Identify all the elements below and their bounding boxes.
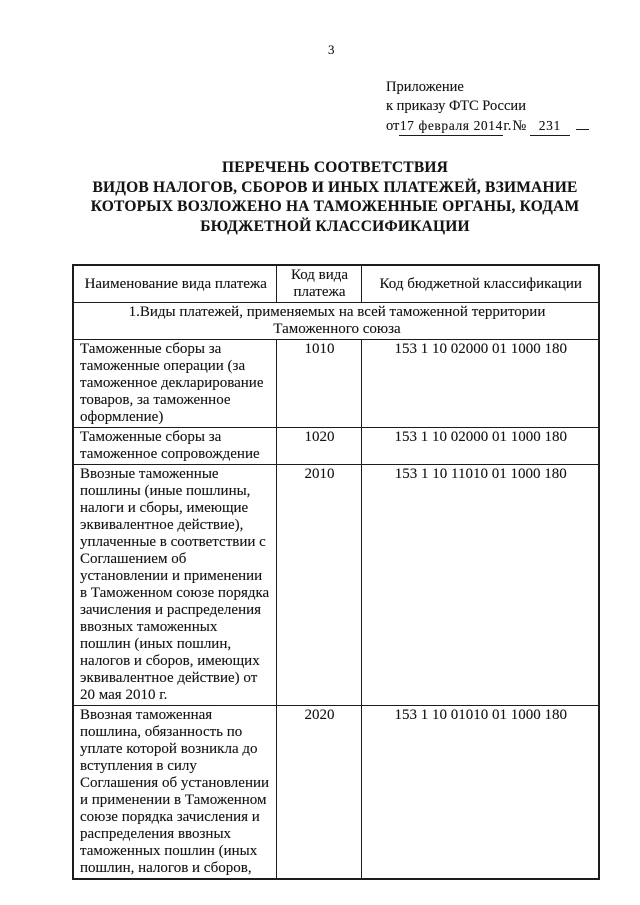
trailing-blank — [576, 129, 589, 130]
section-title — [73, 303, 599, 340]
page-number: 3 — [328, 42, 335, 57]
header-payment-code: Код вида платежа — [276, 265, 361, 303]
table-row — [73, 428, 599, 465]
payment-code-cell: 2020 — [276, 706, 361, 880]
kbk-cell: 153 1 10 02000 01 1000 180 — [361, 340, 599, 428]
payment-name-cell: Ввозные таможенные пошлины (иные пошлины, налоги и сборы, имеющие эквивалентное действие), уплаченные в соответствии с Соглашением об установлении и применении в Таможенном союзе порядка зачисления и распределения ввозных таможенных пошлин (иных пошлин, налогов и сборов, имеющих эквивалентное действие) от 20 мая 2010 г. — [73, 465, 276, 706]
date-prefix: от — [386, 118, 400, 134]
header-kbk: Код бюджетной классификации — [361, 265, 599, 303]
annex-date-line — [386, 116, 589, 136]
payment-code-cell: 2010 — [276, 465, 361, 706]
section-row — [73, 303, 599, 340]
header-payment-name: Наименование вида платежа — [73, 265, 276, 303]
table-row — [73, 706, 599, 880]
date-blank: 17 февраля 2014 — [399, 116, 503, 136]
table-row — [73, 465, 599, 706]
annex-line-1: Приложение — [386, 79, 464, 95]
date-suffix: г. — [503, 118, 512, 134]
title-line-2: ВИДОВ НАЛОГОВ, СБОРОВ И ИНЫХ ПЛАТЕЖЕЙ, ВЗИМАНИЕ — [92, 178, 578, 196]
payment-name-cell: Ввозная таможенная пошлина, обязанность по уплате которой возникла до вступления в силу Соглашения об установлении и применении в Таможенном союзе порядка зачисления и распределения ввозных таможенных пошлин (иных пошлин, налогов и сборов, — [73, 706, 276, 880]
payment-name-cell: Таможенные сборы за таможенные операции (за таможенное декларирование товаров, за таможенное оформление) — [73, 340, 276, 428]
annex-line-2: к приказу ФТС России — [386, 98, 526, 114]
kbk-cell: 153 1 10 01010 01 1000 180 — [361, 706, 599, 880]
payments-table — [72, 264, 600, 880]
title-line-3: КОТОРЫХ ВОЗЛОЖЕНО НА ТАМОЖЕННЫЕ ОРГАНЫ, КОДАМ — [90, 198, 580, 215]
section-line-1: 1.Виды платежей, применяемых на всей таможенной территории — [128, 304, 546, 320]
section-line-2: Таможенного союза — [273, 321, 401, 337]
annex-block — [386, 78, 589, 136]
payment-code-cell: 1020 — [276, 428, 361, 465]
title-line-4: БЮДЖЕТНОЙ КЛАССИФИКАЦИИ — [200, 217, 470, 235]
table-header-row — [73, 265, 599, 303]
title-line-1: ПЕРЕЧЕНЬ СООТВЕТСТВИЯ — [221, 159, 449, 176]
number-sign: № — [512, 118, 527, 134]
payment-name-cell: Таможенные сборы за таможенное сопровождение — [73, 428, 276, 465]
table-row — [73, 340, 599, 428]
payment-code-cell: 1010 — [276, 340, 361, 428]
document-title — [62, 158, 608, 236]
kbk-cell: 153 1 10 11010 01 1000 180 — [361, 465, 599, 706]
order-number-blank: 231 — [530, 116, 570, 136]
kbk-cell: 153 1 10 02000 01 1000 180 — [361, 428, 599, 465]
